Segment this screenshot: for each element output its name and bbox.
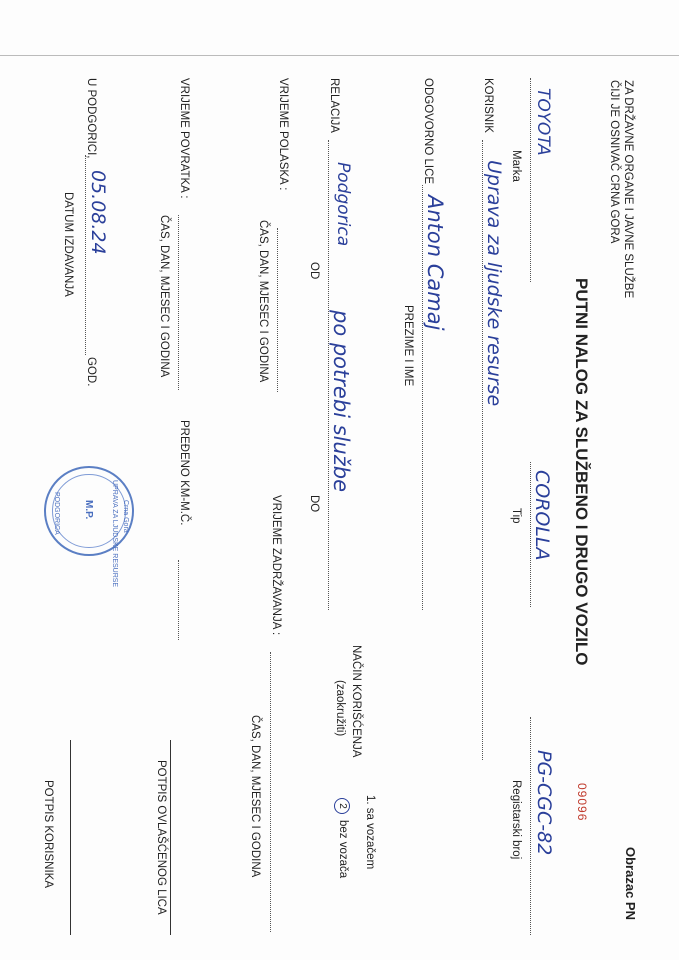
usage-option-1[interactable]: 1. sa vozačem — [364, 795, 376, 870]
user-value: Uprava za ljudske resurse — [483, 160, 505, 407]
authorized-signature-line — [170, 740, 171, 935]
make-field — [530, 78, 531, 282]
form-code: Obrazac PN — [623, 847, 638, 920]
departure-caption: ČAS, DAN, MJESEC I GODINA — [257, 220, 269, 383]
route-to-caption: DO — [308, 495, 320, 513]
scan-edge — [0, 55, 679, 56]
return-caption: ČAS, DAN, MJESEC I GODINA — [158, 215, 170, 378]
departure-label: VRIJEME POLASKA : — [277, 78, 289, 191]
departure-field — [277, 228, 278, 392]
user-signature-label: POTPIS KORISNIKA — [42, 780, 54, 888]
route-to-value: po potrebi službe — [329, 310, 353, 493]
usage-label: NAČIN KORIŠĆENJA — [350, 645, 362, 758]
issue-date-caption: DATUM IZDAVANJA — [62, 192, 74, 297]
header-line-2: ČIJI JE OSNIVAČ CRNA GORA — [608, 80, 620, 244]
route-label: RELACIJA — [328, 78, 340, 133]
stay-field — [270, 652, 271, 932]
type-field — [530, 462, 531, 607]
registration-field — [530, 717, 531, 935]
distance-label: PREĐENO KM-M.Č. — [178, 420, 190, 526]
responsible-caption: PREZIME I IME — [402, 305, 414, 387]
page-title: PUTNI NALOG ZA SLUŽBENO I DRUGO VOZILO — [572, 278, 591, 666]
header-line-1: ZA DRŽAVNE ORGANE I JAVNE SLUŽBE — [622, 80, 634, 299]
issue-year-suffix: GOD. — [85, 357, 97, 387]
stay-label: VRIJEME ZADRŽAVANJA : — [270, 495, 282, 636]
make-value: TOYOTA — [533, 88, 553, 156]
authorized-signature-label: POTPIS OVLAŠĆENOG LICA — [155, 760, 167, 915]
make-label: Marka — [510, 150, 522, 182]
return-field — [178, 215, 179, 390]
issue-date-field — [85, 155, 86, 355]
issue-date-value: 05.08.24 — [87, 170, 109, 255]
registration-value: PG-CGC-82 — [533, 750, 555, 856]
type-label: Tip — [510, 508, 522, 524]
responsible-value: Anton Camaj — [423, 195, 447, 331]
responsible-label: ODGOVORNO LICE — [422, 78, 434, 185]
registration-label: Registarski broj — [510, 780, 522, 860]
stay-caption: ČAS, DAN, MJESEC I GODINA — [249, 715, 261, 878]
usage-hint: (zaokružiti) — [334, 680, 346, 737]
type-value: COROLLA — [531, 470, 553, 561]
issue-place-label: U PODGORICI, — [85, 78, 97, 159]
route-from-caption: OD — [308, 262, 320, 280]
route-from-value: Podgorica — [333, 162, 353, 247]
user-signature-line — [70, 740, 71, 935]
official-stamp: Crna Gora UPRAVA ZA LJUDSKE RESURSE M.P. PODGORICA — [44, 466, 134, 556]
usage-option-2-circled[interactable]: 2 — [334, 798, 350, 814]
user-label: KORISNIK — [482, 78, 494, 133]
distance-field — [178, 560, 179, 640]
usage-option-2: bez vozača — [337, 820, 349, 879]
serial-number: 09096 — [575, 783, 589, 822]
return-label: VRIJEME POVRATKA : — [178, 78, 190, 199]
